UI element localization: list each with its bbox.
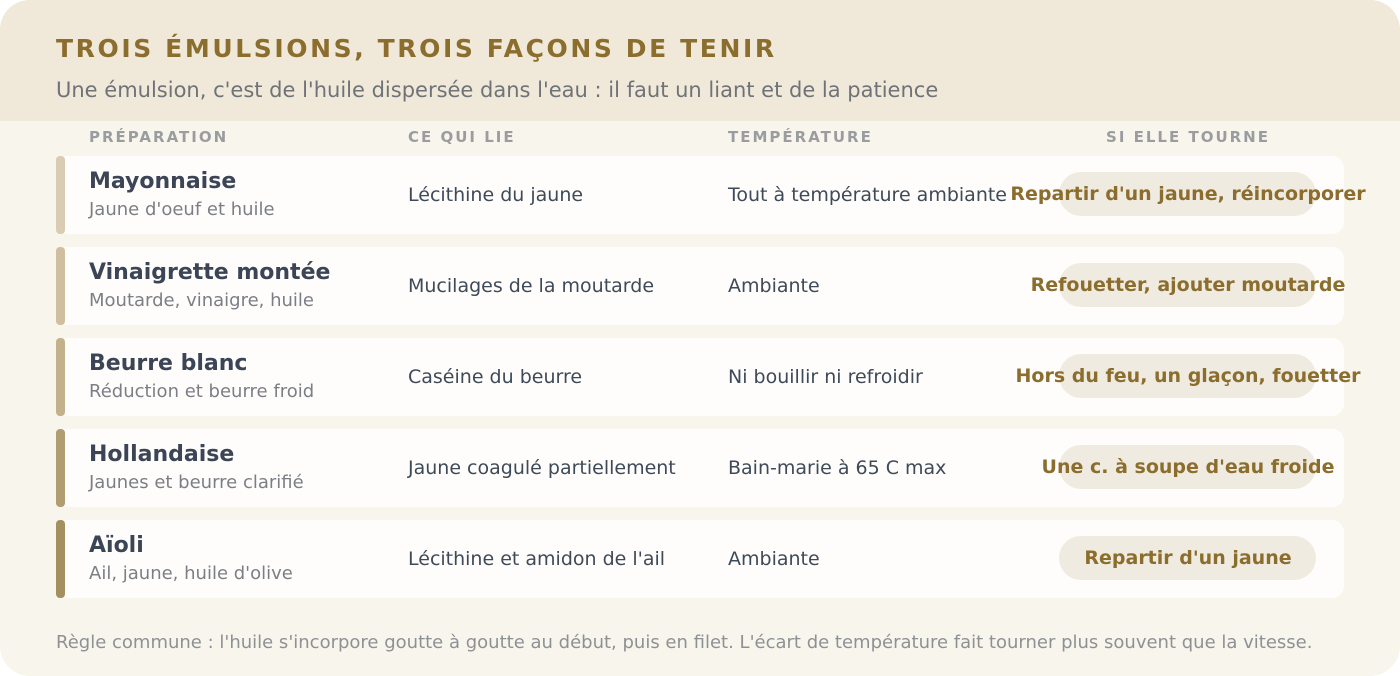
- column-header-preparation: PRÉPARATION: [89, 128, 229, 146]
- fix-label: Hors du feu, un glaçon, fouetter: [1015, 365, 1361, 387]
- preparation-name: Aïoli: [89, 533, 144, 558]
- row-accent-bar: [56, 429, 65, 507]
- temperature-cell: Ambiante: [728, 548, 820, 570]
- row-accent-bar: [56, 520, 65, 598]
- table-row: [56, 338, 1361, 416]
- footer-note: Règle commune : l'huile s'incorpore goutte à goutte au début, puis en filet. L'écart de température fait tourner plus souvent que la vitesse.: [56, 632, 1313, 653]
- fix-label: Refouetter, ajouter moutarde: [1030, 274, 1346, 296]
- temperature-cell: Ambiante: [728, 275, 820, 297]
- temperature-cell: Bain-marie à 65 C max: [728, 457, 947, 479]
- preparation-ingredients: Jaune d'oeuf et huile: [89, 199, 275, 220]
- preparation-name: Beurre blanc: [89, 351, 248, 376]
- table-row: [56, 247, 1344, 325]
- temperature-cell: Tout à température ambiante: [728, 184, 1007, 206]
- row-accent-bar: [56, 338, 65, 416]
- preparation-name: Hollandaise: [89, 442, 235, 467]
- fix-label: Repartir d'un jaune: [1084, 547, 1292, 569]
- preparation-ingredients: Jaunes et beurre clarifié: [89, 472, 304, 493]
- binder-cell: Jaune coagulé partiellement: [408, 457, 676, 479]
- fix-label: Une c. à soupe d'eau froide: [1041, 456, 1335, 478]
- page-title: TROIS ÉMULSIONS, TROIS FAÇONS DE TENIR: [56, 34, 777, 63]
- preparation-ingredients: Moutarde, vinaigre, huile: [89, 290, 314, 311]
- binder-cell: Lécithine et amidon de l'ail: [408, 548, 666, 570]
- binder-cell: Caséine du beurre: [408, 366, 583, 388]
- preparation-ingredients: Réduction et beurre froid: [89, 381, 315, 402]
- table-row: [56, 429, 1344, 507]
- header-band: [0, 0, 1400, 121]
- column-header-fix: SI ELLE TOURNE: [1106, 128, 1270, 146]
- fix-label: Repartir d'un jaune, réincorporer: [1010, 183, 1366, 205]
- column-header-binder: CE QUI LIE: [408, 128, 516, 146]
- preparation-name: Vinaigrette montée: [89, 260, 331, 285]
- preparation-name: Mayonnaise: [89, 169, 237, 194]
- table-row: [56, 520, 1344, 598]
- row-accent-bar: [56, 156, 65, 234]
- page-subtitle: Une émulsion, c'est de l'huile dispersée dans l'eau : il faut un liant et de la patience: [56, 78, 939, 102]
- temperature-cell: Ni bouillir ni refroidir: [728, 366, 923, 388]
- column-header-temperature: TEMPÉRATURE: [728, 128, 873, 146]
- table-row: [56, 156, 1366, 234]
- binder-cell: Mucilages de la moutarde: [408, 275, 655, 297]
- row-accent-bar: [56, 247, 65, 325]
- preparation-ingredients: Ail, jaune, huile d'olive: [89, 563, 293, 584]
- binder-cell: Lécithine du jaune: [408, 184, 584, 206]
